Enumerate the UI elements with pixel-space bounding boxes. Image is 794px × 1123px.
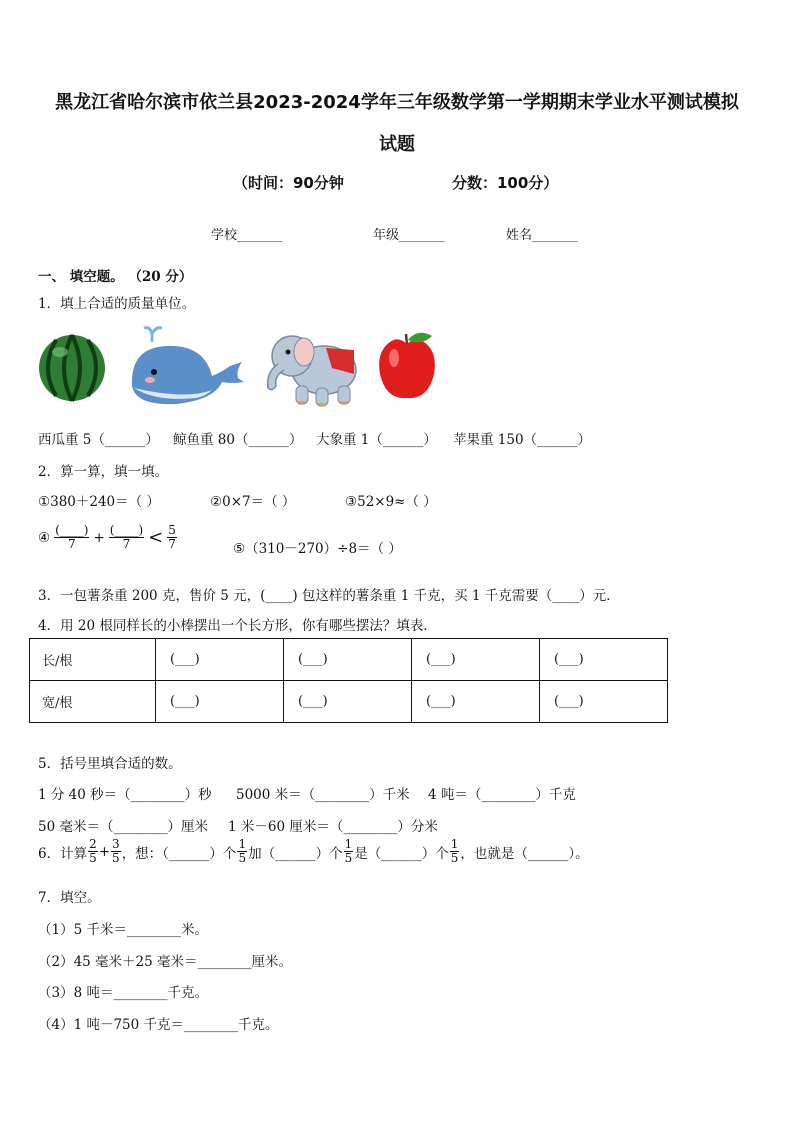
q2-item-5: ⑤（310－270）÷8＝（ ） — [233, 541, 402, 557]
fraction-numerator: (____) — [55, 523, 89, 537]
q5-item-1: 1 分 40 秒＝（________）秒 — [38, 787, 212, 803]
fraction-numerator: 3 — [112, 837, 120, 851]
fraction — [88, 838, 98, 865]
fraction-denominator: 5 — [238, 851, 247, 865]
question-4: 4．用 20 根同样长的小棒摆出一个长方形，你有哪些摆法？填表． — [38, 618, 437, 634]
q7-item-3: （3）8 吨＝________千克。 — [38, 985, 208, 1001]
fraction-denominator: 5 — [344, 851, 353, 865]
q4-table — [29, 638, 668, 723]
question-2: 2．算一算，填一填。 — [38, 464, 169, 480]
q2-item-4 — [38, 524, 177, 551]
q6-prefix: 6．计算 — [38, 845, 88, 862]
table-cell: (___) — [284, 681, 412, 723]
exam-score: 分数：100分） — [452, 174, 559, 192]
fraction-numerator: 2 — [89, 837, 97, 851]
table-row — [30, 681, 668, 723]
q7-item-2: （2）45 毫米＋25 毫米＝________厘米。 — [38, 954, 293, 970]
exam-time: （时间：90分钟 — [233, 174, 344, 192]
apple-image — [376, 330, 438, 404]
q5-item-4: 50 毫米＝（________）厘米 — [38, 819, 208, 835]
fraction — [54, 524, 89, 551]
question-1: 1．填上合适的质量单位。 — [38, 296, 196, 312]
row-label-width: 宽/根 — [30, 681, 156, 723]
q2-item-1: ①380＋240＝（ ） — [38, 494, 160, 510]
section-heading: 一、 填空题。 （20 分） — [38, 269, 193, 285]
q6-text-2: 加（______）个 — [248, 845, 343, 862]
q5-item-2: 5000 米＝（________）千米 — [236, 787, 410, 803]
row-label-length: 长/根 — [30, 639, 156, 681]
q2-item-3: ③52×9≈（ ） — [345, 494, 437, 510]
fraction-numerator: 5 — [168, 523, 176, 537]
fraction-denominator: 7 — [122, 537, 131, 551]
table-cell: (___) — [156, 681, 284, 723]
question-7: 7．填空。 — [38, 890, 101, 906]
fraction-numerator: 1 — [344, 837, 353, 851]
plus-sign: + — [98, 843, 111, 860]
q1-apple: 苹果重 150（______） — [453, 432, 592, 448]
q5-item-5: 1 米－60 厘米＝（________）分米 — [228, 819, 438, 835]
q6-text-1: ，想：（______）个 — [121, 845, 237, 862]
fraction-numerator: 1 — [238, 837, 247, 851]
page-title-continued: 试题 — [379, 134, 415, 155]
table-cell: (___) — [540, 681, 668, 723]
table-cell: (___) — [540, 639, 668, 681]
table-cell: (___) — [412, 681, 540, 723]
name-field: 姓名_______ — [506, 228, 578, 243]
table-cell: (___) — [284, 639, 412, 681]
question-5: 5．括号里填合适的数。 — [38, 756, 182, 772]
q2-item-4-label: ④ — [38, 529, 51, 546]
table-row — [30, 639, 668, 681]
q1-watermelon: 西瓜重 5（______） — [38, 432, 159, 448]
q7-item-1: （1）5 千米＝________米。 — [38, 922, 208, 938]
q1-whale: 鲸鱼重 80（______） — [173, 432, 303, 448]
q7-item-4: （4）1 吨－750 千克＝________千克。 — [38, 1017, 279, 1033]
fraction — [237, 838, 247, 865]
fraction-denominator: 7 — [67, 537, 76, 551]
fraction-denominator: 5 — [112, 851, 120, 865]
fraction-numerator: 1 — [450, 837, 459, 851]
less-than-sign: < — [148, 527, 164, 548]
table-cell: (___) — [156, 639, 284, 681]
fraction-denominator: 7 — [168, 537, 176, 551]
fraction — [450, 838, 460, 865]
page-title: 黑龙江省哈尔滨市依兰县2023-2024学年三年级数学第一学期期末学业水平测试模拟 — [55, 92, 739, 113]
question-6 — [38, 838, 589, 865]
fraction-denominator: 5 — [450, 851, 459, 865]
q6-text-3: 是（______）个 — [354, 845, 449, 862]
elephant-image — [262, 324, 362, 410]
fraction-numerator: (____) — [109, 523, 144, 537]
question-3: 3．一包薯条重 200 克，售价 5 元，(____) 包这样的薯条重 1 千克，买 1 千克需要（____）元． — [38, 588, 620, 604]
fraction-denominator: 5 — [89, 851, 97, 865]
fraction — [111, 838, 121, 865]
plus-sign: + — [93, 529, 105, 546]
q5-item-3: 4 吨＝（________）千克 — [428, 787, 576, 803]
grade-field: 年级_______ — [373, 228, 445, 243]
fraction — [109, 524, 144, 551]
q2-item-2: ②0×7＝（ ） — [210, 494, 296, 510]
school-field: 学校_______ — [211, 228, 283, 243]
table-cell: (___) — [412, 639, 540, 681]
q6-text-4: ，也就是（______）。 — [460, 845, 589, 862]
fraction — [344, 838, 354, 865]
watermelon-image — [36, 332, 108, 404]
q1-elephant: 大象重 1（______） — [316, 432, 437, 448]
whale-image — [126, 326, 246, 410]
fraction — [167, 524, 177, 551]
